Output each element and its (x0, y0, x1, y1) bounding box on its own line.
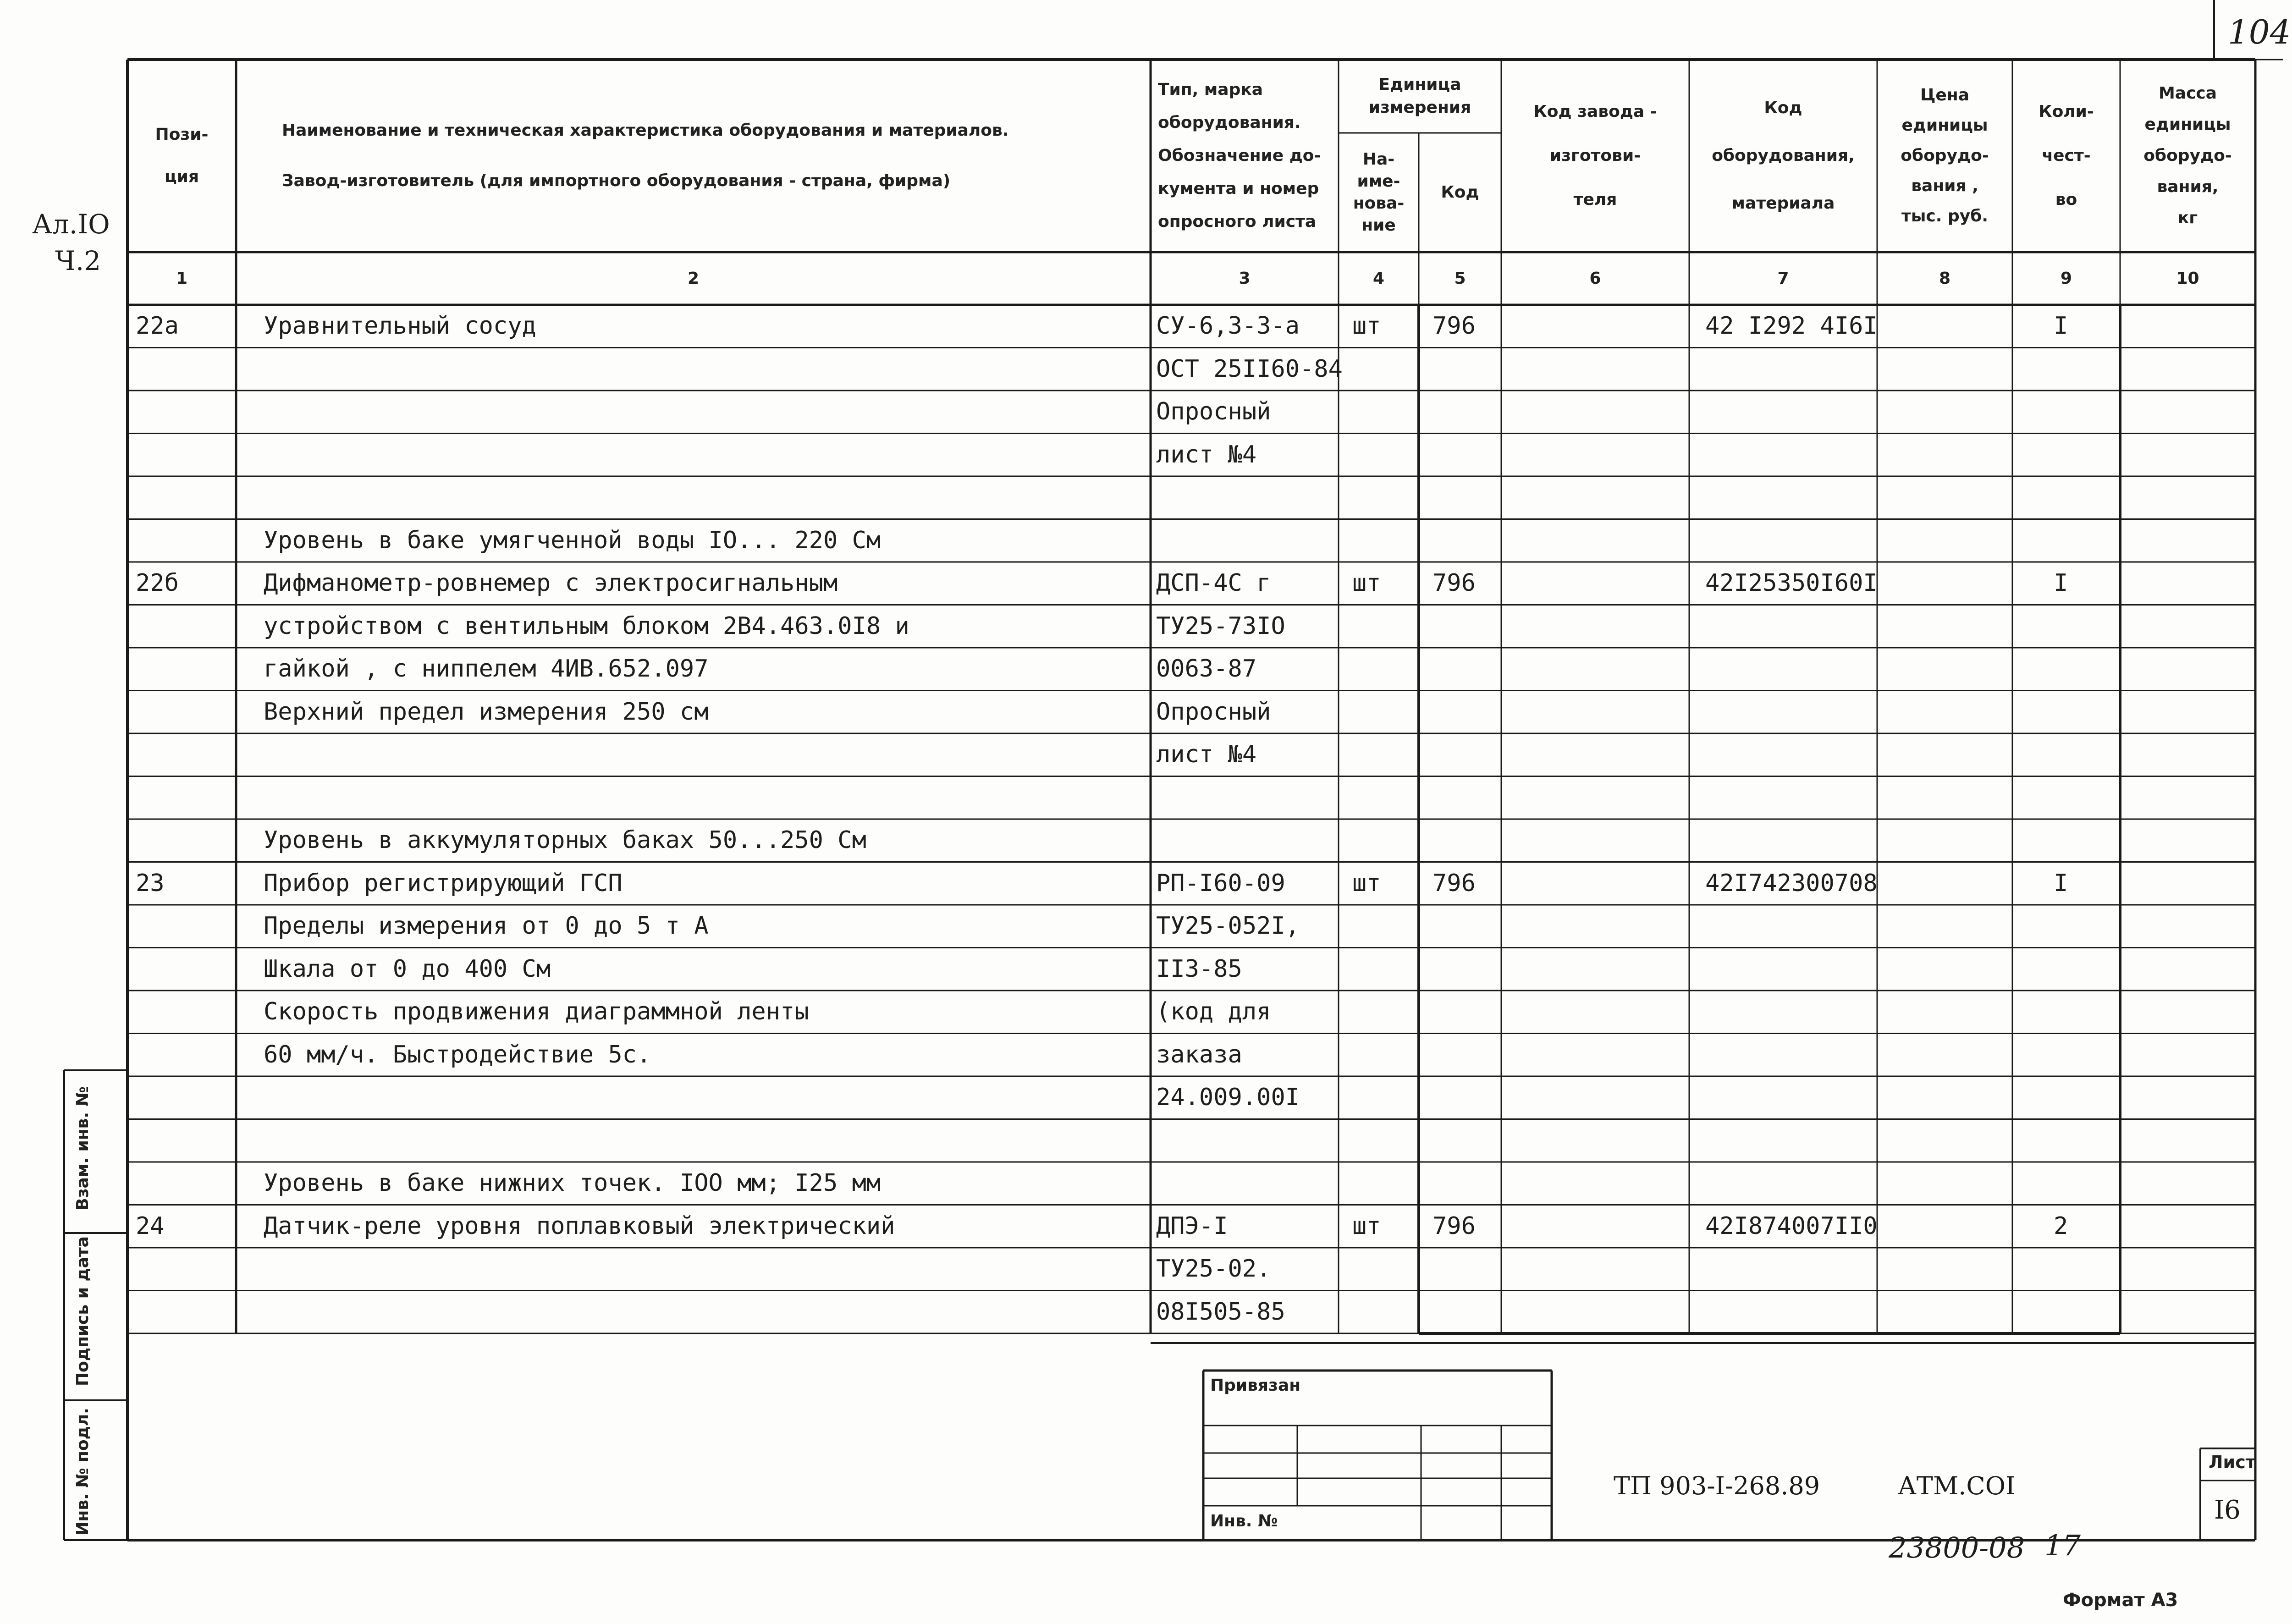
header-factory-code (1501, 60, 1689, 252)
cell-unit-code: 796 (1432, 1212, 1476, 1240)
doc-mark: АТМ.COI (1898, 1471, 2016, 1500)
header-mass-line: единицы (2144, 115, 2231, 134)
cell-unit-code: 796 (1432, 869, 1476, 897)
header-factory-code-line: изготови- (1549, 146, 1641, 165)
table-row (127, 1291, 2255, 1334)
table-row (127, 1248, 2255, 1291)
header-mass-line: вания, (2157, 177, 2219, 196)
side-label-podpis: Подпись и дата (73, 1236, 92, 1386)
column-number-6: 6 (1589, 269, 1601, 288)
table-row (127, 434, 2255, 477)
stamp-inv-no: Инв. № (1210, 1512, 1278, 1530)
header-unit-name-line: ние (1361, 216, 1396, 235)
cell-unit-name: шт (1352, 569, 1381, 597)
header-unit-name-line: нова- (1353, 194, 1405, 213)
cell-type: Опросный (1156, 698, 1271, 726)
table-row (127, 733, 2255, 776)
table-row (127, 991, 2255, 1034)
header-unit-name-line: На- (1362, 150, 1395, 169)
cell-type: ОСТ 25II60-84 (1156, 355, 1343, 383)
cell-quantity: I (2054, 869, 2068, 897)
side-label-vzam: Взам. инв. № (73, 1086, 92, 1211)
header-unit-name (1339, 133, 1419, 252)
cell-unit-name: шт (1352, 1212, 1381, 1240)
header-name-line: Наименование и техническая характеристика оборудования и материалов. (282, 121, 1009, 140)
cell-position: 22а (136, 312, 179, 340)
column-number-7: 7 (1777, 269, 1789, 288)
header-name (282, 60, 1141, 252)
cell-position: 23 (136, 869, 165, 897)
table-row (127, 1205, 2255, 1248)
header-price-line: единицы (1901, 116, 1988, 135)
table-row (127, 562, 2255, 605)
column-number-5: 5 (1454, 269, 1466, 288)
header-quantity (2012, 60, 2120, 252)
table-row (127, 691, 2255, 734)
cell-type: II3-85 (1156, 955, 1242, 983)
sheet-number: I6 (2214, 1495, 2241, 1525)
cell-type: 24.009.00I (1156, 1084, 1300, 1111)
header-factory-code-line: теля (1573, 190, 1617, 209)
header-mass-line: Масса (2158, 84, 2217, 103)
column-number-10: 10 (2176, 269, 2199, 288)
cell-type: ТУ25-73IO (1156, 612, 1285, 640)
column-number-9: 9 (2060, 269, 2072, 288)
table-row (127, 776, 2255, 820)
cell-quantity: I (2054, 569, 2068, 597)
cell-name: Скорость продвижения диаграммной ленты (264, 998, 809, 1025)
margin-note-line2: Ч.2 (55, 245, 101, 276)
format-label: Формат А3 (2063, 1590, 2178, 1611)
cell-equipment-code: 42 I292 4I6I (1705, 312, 1878, 340)
cell-equipment-code: 42I25350I60I (1705, 569, 1878, 597)
header-name-line: Завод-изготовитель (для импортного оборудования - страна, фирма) (282, 171, 951, 190)
cell-equipment-code: 42I742300708 (1705, 869, 1878, 897)
cell-type: 0063-87 (1156, 655, 1257, 683)
doc-code: ТП 903-I-268.89 (1614, 1471, 1820, 1500)
header-price-line: оборудо- (1901, 146, 1989, 165)
cell-name: Прибор регистрирующий ГСП (264, 869, 623, 897)
column-number-3: 3 (1239, 269, 1251, 288)
cell-quantity: I (2054, 312, 2068, 340)
sheet-label: Лист (2209, 1452, 2256, 1472)
header-quantity-line: во (2055, 190, 2077, 209)
cell-position: 22б (136, 569, 179, 597)
cell-type: Опросный (1156, 398, 1271, 425)
header-unit-group (1339, 60, 1501, 133)
header-position-line: ция (164, 167, 199, 186)
header-type-line: кумента и номер (1158, 179, 1319, 198)
header-unit-code (1419, 133, 1501, 252)
header-position-line: Пози- (155, 125, 209, 144)
header-mass (2120, 60, 2255, 252)
archive-suffix: 17 (2044, 1529, 2081, 1562)
header-equipment-code-line: Код (1764, 99, 1802, 117)
header-type (1158, 60, 1337, 252)
table-row (127, 519, 2255, 562)
cell-name: Пределы измерения от 0 до 5 т А (264, 912, 709, 940)
header-type-line: опросного листа (1158, 212, 1317, 231)
table-row (127, 1076, 2255, 1119)
column-number-1: 1 (176, 269, 188, 288)
cell-name: Верхний предел измерения 250 см (264, 698, 709, 726)
side-label-inv-podl: Инв. № подл. (73, 1407, 92, 1536)
cell-type: РП-I60-09 (1156, 869, 1285, 897)
cell-equipment-code: 42I874007II0 (1705, 1212, 1878, 1240)
cell-position: 24 (136, 1212, 165, 1240)
cell-name: Уравнительный сосуд (264, 312, 536, 340)
table-row (127, 1034, 2255, 1077)
cell-name: Шкала от 0 до 400 См (264, 955, 551, 983)
header-price-line: вания , (1911, 176, 1978, 195)
header-price (1877, 60, 2012, 252)
cell-name: Дифманометр-ровнемер с электросигнальным (264, 569, 838, 597)
table-row (127, 605, 2255, 648)
header-quantity-line: Коли- (2039, 102, 2094, 121)
table-row (127, 819, 2255, 862)
cell-name: Уровень в аккумуляторных баках 50...250 См (264, 826, 866, 854)
header-type-line: Тип, марка (1158, 80, 1263, 99)
page-number: 104 (2228, 13, 2291, 51)
cell-type: 08I505-85 (1156, 1298, 1285, 1326)
header-type-line: Обозначение до- (1158, 146, 1321, 165)
header-unit-group-line: Единица (1378, 75, 1461, 94)
cell-unit-name: шт (1352, 869, 1381, 897)
cell-unit-name: шт (1352, 312, 1381, 340)
header-quantity-line: чест- (2042, 146, 2091, 165)
header-price-line: тыс. руб. (1901, 207, 1989, 226)
header-factory-code-line: Код завода - (1533, 102, 1657, 121)
cell-type: лист №4 (1156, 741, 1257, 768)
table-row (127, 391, 2255, 434)
column-number-8: 8 (1939, 269, 1951, 288)
cell-name: Датчик-реле уровня поплавковый электрический (264, 1212, 895, 1240)
table-row (127, 305, 2255, 348)
cell-name: устройством с вентильным блоком 2В4.463.0I8 и (264, 612, 909, 640)
cell-type: заказа (1156, 1040, 1242, 1068)
column-number-2: 2 (687, 269, 700, 288)
cell-type: ТУ25-02. (1156, 1255, 1271, 1283)
cell-name: гайкой , с ниппелем 4ИВ.652.097 (264, 655, 709, 683)
stamp-privyazan: Привязан (1210, 1376, 1301, 1395)
table-row (127, 1119, 2255, 1162)
cell-type: ДСП-4С г (1156, 569, 1271, 597)
table-row (127, 476, 2255, 519)
cell-name: 60 мм/ч. Быстродействие 5с. (264, 1040, 651, 1068)
header-unit-code-line: Код (1441, 183, 1479, 202)
archive-number: 23800-08 (1889, 1531, 2025, 1564)
cell-quantity: 2 (2054, 1212, 2068, 1240)
table-row (127, 348, 2255, 391)
header-mass-line: оборудо- (2143, 146, 2232, 165)
cell-name: Уровень в баке умягченной воды IO... 220 См (264, 526, 881, 554)
cell-type: лист №4 (1156, 440, 1257, 468)
cell-unit-code: 796 (1432, 312, 1476, 340)
header-equipment-code-line: материала (1731, 194, 1835, 213)
header-type-line: оборудования. (1158, 113, 1301, 132)
cell-type: ДПЭ-I (1156, 1212, 1228, 1240)
cell-type: ТУ25-052I, (1156, 912, 1300, 940)
cell-name: Уровень в баке нижних точек. IOO мм; I25 мм (264, 1169, 881, 1197)
header-price-line: Цена (1920, 86, 1969, 105)
table-row (127, 648, 2255, 691)
cell-type: СУ-6,3-3-а (1156, 312, 1300, 340)
table-row (127, 905, 2255, 948)
header-equipment-code (1689, 60, 1877, 252)
cell-unit-code: 796 (1432, 569, 1476, 597)
header-equipment-code-line: оборудования, (1712, 146, 1855, 165)
header-unit-group-line: измерения (1368, 98, 1471, 117)
table-row (127, 948, 2255, 991)
header-mass-line: кг (2177, 209, 2198, 227)
header-unit-name-line: име- (1357, 172, 1400, 191)
column-number-4: 4 (1372, 269, 1385, 288)
table-row (127, 1162, 2255, 1205)
header-position (127, 60, 236, 252)
margin-note-line1: Ал.IO (32, 209, 110, 240)
table-row (127, 862, 2255, 905)
cell-type: (код для (1156, 998, 1271, 1025)
